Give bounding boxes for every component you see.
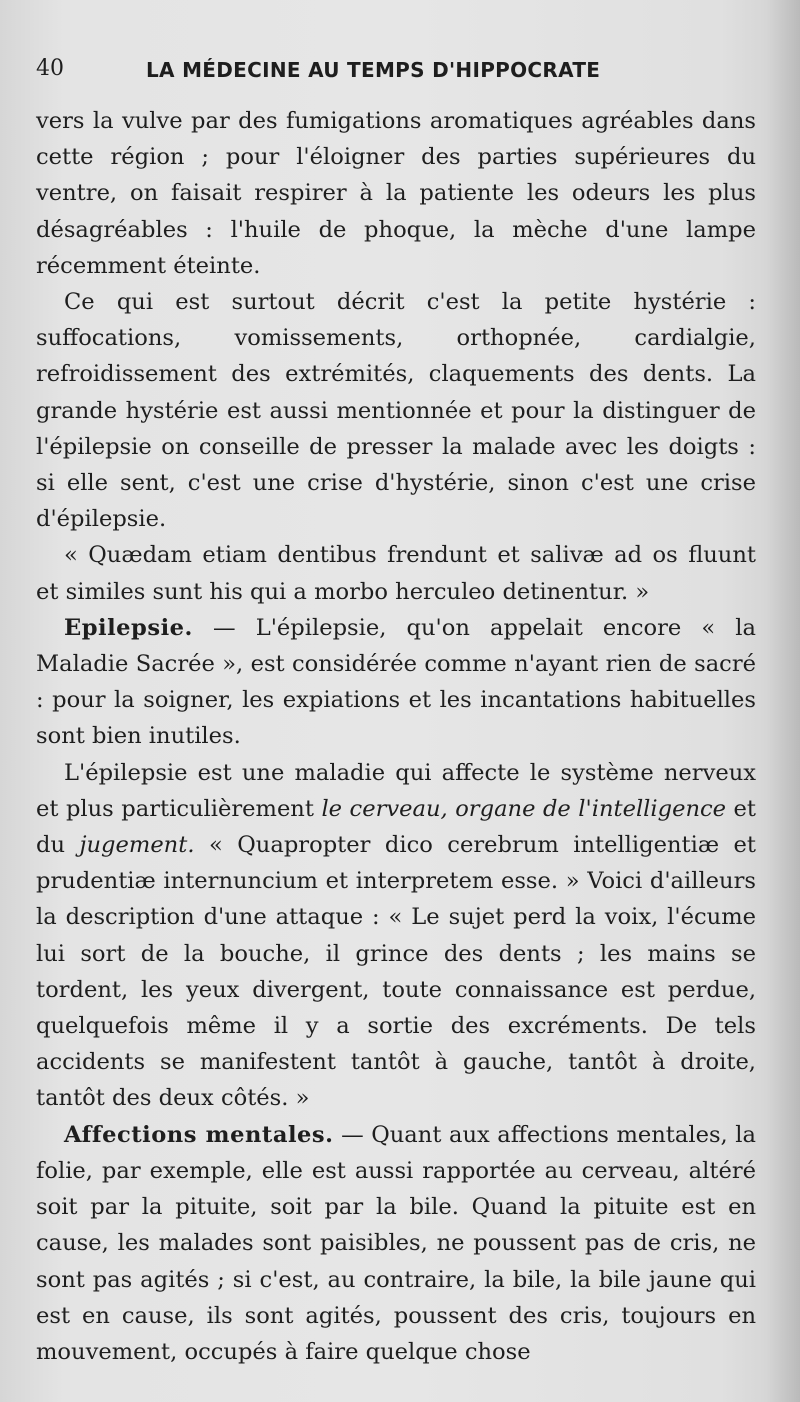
text-run: « Quapropter dico cerebrum intelligentiæ et prudentiæ internuncium et interpretem esse. » Voici d'ailleurs la description d'une attaque : « Le sujet perd la voix, l'écume lui sort de la bouche, il grince des dents ; les mains se tordent, les yeux divergent, toute connaissance est perdue, quelquefois même il y a sortie des excréments. De tels accidents se manifestent tantôt à gauche, tantôt à droite, tantôt des deux côtés. »: [36, 832, 756, 1112]
body-text: [36, 103, 756, 1370]
text-run: L'épilepsie est une maladie qui affecte le système nerveux et plus particulièrement: [36, 759, 756, 822]
running-title: LA MÉDECINE AU TEMPS D'HIPPOCRATE: [146, 58, 601, 82]
text-run: et du: [36, 795, 756, 859]
section-heading-epilepsie: Epilepsie.: [64, 614, 193, 641]
page-number: 40: [36, 56, 64, 81]
italic-text-run: le cerveau, organe de l'intelligence: [321, 795, 727, 822]
paragraph-epilepsie: [36, 610, 756, 755]
paragraph-affections-mentales: [36, 1117, 756, 1370]
paragraph-epilepsie-description: [36, 755, 756, 1117]
paragraph-affections-mentales-text: — Quant aux affections mentales, la folie, par exemple, elle est aussi rapportée au cerveau, altéré soit par la pituite, soit par la bile. Quand la pituite est en cause, les malades sont paisibles, ne poussent pas de cris, ne sont pas agités ; si c'est, au contraire, la bile, la bile jaune qui est en cause, ils sont agités, poussent des cris, toujours en mouvement, occupés à faire quelque chose: [36, 1121, 756, 1365]
paragraph-epilepsie-text: — L'épilepsie, qu'on appelait encore « la Maladie Sacrée », est considérée comme n'ayant rien de sacré : pour la soigner, les expiations et les incantations habituelles sont bien inutiles.: [36, 614, 756, 750]
paragraph-continued: vers la vulve par des fumigations aromatiques agréables dans cette région ; pour l'éloigner des parties supérieures du ventre, on faisait respirer à la patiente les odeurs les plus désagréables : l'huile de phoque, la mèche d'une lampe récemment éteinte.: [36, 108, 756, 279]
latin-quote-paragraph: « Quædam etiam dentibus frendunt et salivæ ad os fluunt et similes sunt his qui a morbo herculeo detinentur. »: [36, 542, 756, 605]
paragraph-petite-hysterie: Ce qui est surtout décrit c'est la petite hystérie : suffocations, vomissements, orthopnée, cardialgie, refroidissement des extrémités, claquements des dents. La grande hystérie est aussi mentionnée et pour la distinguer de l'épilepsie on conseille de presser la malade avec les doigts : si elle sent, c'est une crise d'hystérie, sinon c'est une crise d'épilepsie.: [36, 289, 756, 533]
page-header: [36, 56, 756, 90]
italic-text-run: jugement.: [79, 832, 195, 859]
section-heading-affections-mentales: Affections mentales.: [64, 1121, 334, 1148]
